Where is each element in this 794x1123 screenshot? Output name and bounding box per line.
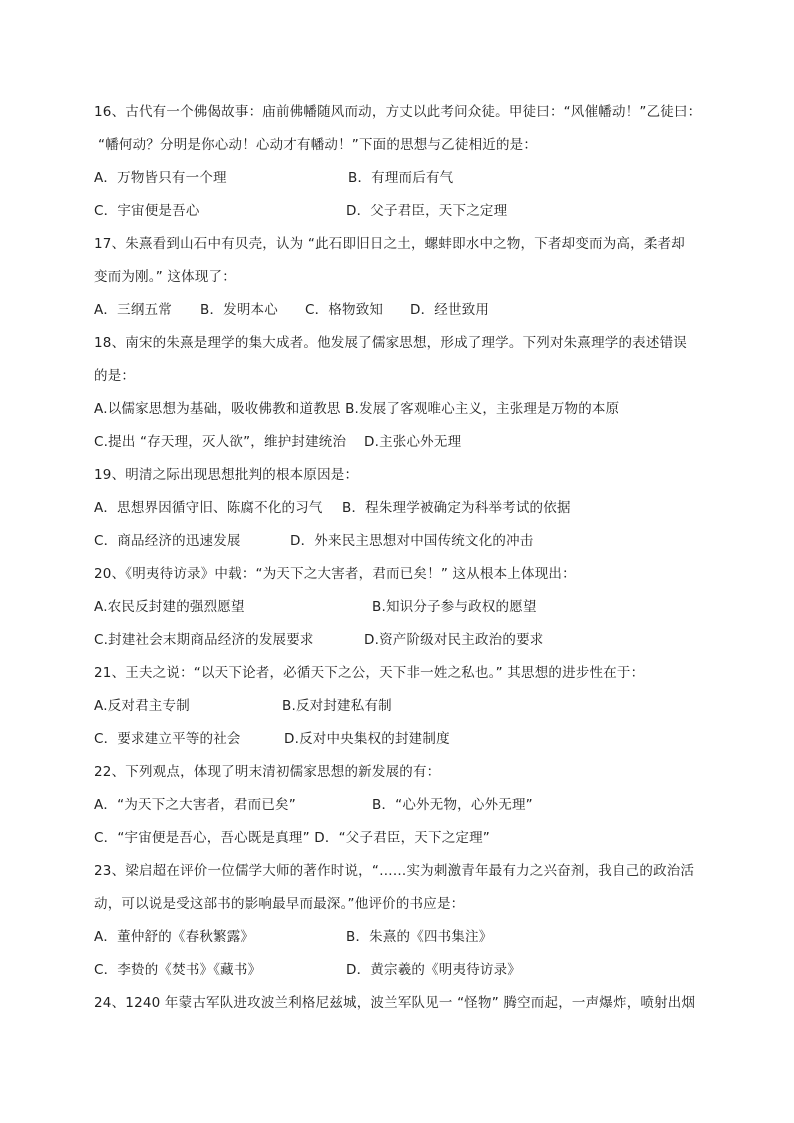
question-21-option-d: D.反对中央集权的封建制度 (284, 731, 450, 747)
question-17-option-b: B．发明本心 (200, 302, 278, 318)
question-16-option-c: C．宇宙便是吾心 (94, 203, 200, 219)
question-17-option-c: C．格物致知 (305, 302, 384, 318)
question-17-stem-line-1: 17、朱熹看到山石中有贝壳，认为 “此石即旧日之土，螺蚌即水中之物，下者却变而为高，柔者却 (94, 236, 685, 252)
question-23-option-c: C．李贽的《焚书》《藏书》 (94, 962, 262, 978)
question-22-stem-line-1: 22、下列观点，体现了明末清初儒家思想的新发展的有： (94, 764, 441, 780)
question-16-option-d: D．父子君臣，天下之定理 (346, 203, 508, 219)
question-22-option-b: B．“心外无物，心外无理” (372, 797, 533, 813)
question-24-stem-line-1: 24、1240 年蒙古军队进攻波兰利格尼兹城，波兰军队见一 “怪物” 腾空而起，一声爆炸，喷射出烟 (94, 995, 696, 1011)
question-17-stem-line-2: 变而为刚。” 这体现了： (94, 269, 236, 285)
question-17-option-d: D．经世致用 (410, 302, 490, 318)
question-20-option-b: B.知识分子参与政权的愿望 (372, 599, 537, 615)
question-16-stem-line-2: “幡何动？分明是你心动！心动才有幡动！”下面的思想与乙徒相近的是： (98, 137, 538, 153)
question-22-options-c-d: C．“宇宙便是吾心，吾心既是真理” D．“父子君臣，天下之定理” (94, 830, 490, 846)
question-23-stem-line-1: 23、梁启超在评价一位儒学大师的著作时说，“……实为刺激青年最有力之兴奋剂，我自己的政治活 (94, 863, 695, 879)
question-19-option-c: C．商品经济的迅速发展 (94, 533, 241, 549)
question-23-stem-line-2: 动，可以说是受这部书的影响最早而最深。”他评价的书应是： (94, 896, 465, 912)
question-21-option-c: C．要求建立平等的社会 (94, 731, 241, 747)
question-21-option-a: A.反对君主专制 (94, 698, 190, 714)
question-19-option-d: D．外来民主思想对中国传统文化的冲击 (290, 533, 534, 549)
question-16-option-a: A．万物皆只有一个理 (94, 170, 227, 186)
question-23-option-d: D．黄宗羲的《明夷待访录》 (346, 962, 521, 978)
question-18-option-d: D.主张心外无理 (364, 434, 462, 450)
question-21-option-b: B.反对封建私有制 (282, 698, 392, 714)
question-20-option-c: C.封建社会末期商品经济的发展要求 (94, 632, 314, 648)
question-19-stem-line-1: 19、明清之际出现思想批判的根本原因是： (94, 467, 359, 483)
question-16-stem-line-1: 16、古代有一个佛偈故事：庙前佛幡随风而动，方丈以此考问众徒。甲徒曰：“风催幡动！”乙徒曰： (94, 104, 702, 120)
question-21-stem-line-1: 21、王夫之说：“以天下论者，必循天下之公，天下非一姓之私也。” 其思想的进步性在于： (94, 665, 645, 681)
question-19-option-a: A．思想界因循守旧、陈腐不化的习气 (94, 500, 323, 516)
question-18-option-c: C.提出 “存天理，灭人欲”，维护封建统治 (94, 434, 347, 450)
question-17-option-a: A．三纲五常 (94, 302, 172, 318)
question-23-option-b: B．朱熹的《四书集注》 (346, 929, 493, 945)
question-20-option-a: A.农民反封建的强烈愿望 (94, 599, 245, 615)
question-18-options-a-b: A.以儒家思想为基础，吸收佛教和道教思 B.发展了客观唯心主义，主张理是万物的本原 (94, 401, 620, 417)
question-22-option-a: A．“为天下之大害者，君而已矣” (94, 797, 296, 813)
question-19-option-b: B．程朱理学被确定为科举考试的依据 (342, 500, 571, 516)
question-16-option-b: B．有理而后有气 (348, 170, 454, 186)
question-20-option-d: D.资产阶级对民主政治的要求 (364, 632, 544, 648)
question-18-stem-line-1: 18、南宋的朱熹是理学的集大成者。他发展了儒家思想，形成了理学。下列对朱熹理学的表述错误 (94, 335, 687, 351)
question-20-stem-line-1: 20、《明夷待访录》中载：“为天下之大害者，君而已矣！” 这从根本上体现出： (94, 566, 576, 582)
question-18-stem-line-2: 的是： (94, 368, 136, 384)
question-23-option-a: A．董仲舒的《春秋繁露》 (94, 929, 255, 945)
